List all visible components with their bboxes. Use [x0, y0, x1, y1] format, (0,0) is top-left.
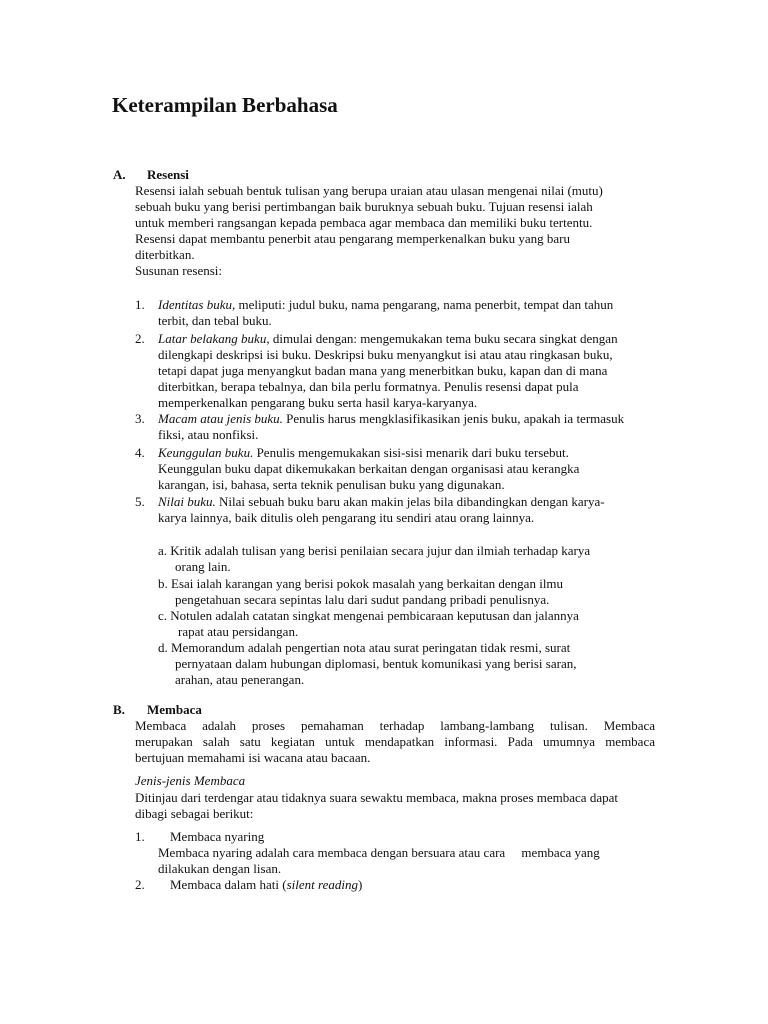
title-italic: silent reading — [286, 877, 358, 892]
text-line: bertujuan memahami isi wacana atau bacaan. — [135, 750, 371, 765]
subheading — [135, 773, 245, 789]
title-text: Membaca dalam hati ( — [170, 877, 287, 892]
text-line: rapat atau persidangan. — [178, 624, 299, 639]
list-number: 2. — [135, 331, 145, 346]
text-line: Keunggulan buku dapat dikemukakan berkaitan dengan organisasi atau kerangka — [158, 461, 580, 476]
list-number: 1. — [135, 297, 145, 312]
title-end: ) — [357, 877, 363, 892]
item-text: Nilai sebuah buku baru akan makin jelas bila dibandingkan dengan karya- — [215, 494, 605, 509]
text-line: diterbitkan, berapa tebalnya, dan bila perlu formatnya. Penulis resensi dapat pula — [158, 379, 579, 394]
item-term: Identitas buku, — [158, 297, 236, 312]
list-number: 2. — [135, 877, 145, 892]
section-a-heading: Resensi — [147, 167, 189, 182]
sub-item-first-line: a. Kritik adalah tulisan yang berisi penilaian secara jujur dan ilmiah terhadap karya — [158, 543, 591, 558]
list-item — [158, 297, 658, 329]
text-line: karangan, isi, bahasa, serta teknik penulisan buku yang digunakan. — [158, 477, 505, 492]
item-text: Penulis mengemukakan sisi-sisi menarik dari buku tersebut. — [253, 445, 569, 460]
item-text: Penulis harus mengklasifikasikan jenis buku, apakah ia termasuk — [282, 411, 625, 426]
list-item — [158, 445, 658, 493]
list-item-title: Membaca nyaring — [170, 829, 265, 844]
list-item-desc — [158, 845, 658, 877]
text-line: orang lain. — [175, 559, 231, 574]
text-line: untuk memberi rangsangan kepada pembaca agar membaca dan memiliki buku tertentu. — [135, 215, 593, 230]
subheading-text: Jenis-jenis Membaca — [135, 773, 246, 788]
section-a-intro — [135, 183, 655, 279]
text-line: diterbitkan. — [135, 247, 195, 262]
item-text: dimulai dengan: mengemukakan tema buku secara singkat dengan — [269, 331, 618, 346]
list-number: 3. — [135, 411, 145, 426]
text-line: pengetahuan secara sepintas lalu dari sudut pandang pribadi penulisnya. — [175, 592, 550, 607]
sub-item-first-line: c. Notulen adalah catatan singkat mengenai pembicaraan keputusan dan jalannya — [158, 608, 579, 623]
sub-item — [158, 608, 658, 640]
text-line: karya lainnya, baik ditulis oleh pengarang itu sendiri atau orang lainnya. — [158, 510, 535, 525]
text-line: Susunan resensi: — [135, 263, 223, 278]
list-item — [158, 494, 658, 526]
text-line: merupakan salah satu kegiatan untuk mendapatkan informasi. Pada umumnya membaca — [135, 734, 655, 749]
text-line: Ditinjau dari terdengar atau tidaknya suara sewaktu membaca, makna proses membaca dapat — [135, 790, 618, 805]
sub-item — [158, 543, 658, 575]
list-number: 4. — [135, 445, 145, 460]
page-title: Keterampilan Berbahasa — [112, 93, 338, 117]
sub-item-first-line: b. Esai ialah karangan yang berisi pokok masalah yang berkaitan dengan ilmu — [158, 576, 564, 591]
item-term: Keunggulan buku. — [158, 445, 254, 460]
item-term: Macam atau jenis buku. — [158, 411, 283, 426]
section-a-marker: A. — [113, 167, 126, 182]
list-item-title — [170, 877, 362, 893]
text-line: arahan, atau penerangan. — [175, 672, 305, 687]
text-line: memperkenalkan pengarang buku serta hasil karya-karyanya. — [158, 395, 478, 410]
list-item — [158, 331, 658, 411]
sub-item — [158, 640, 658, 688]
text-line: Membaca adalah proses pemahaman terhadap lambang-lambang tulisan. Membaca — [135, 718, 655, 733]
section-b-marker: B. — [113, 702, 125, 717]
list-number: 1. — [135, 829, 145, 844]
item-term: Latar belakang buku, — [158, 331, 270, 346]
text-line: Resensi ialah sebuah bentuk tulisan yang berupa uraian atau ulasan mengenai nilai (mutu) — [135, 183, 603, 198]
sub-item-first-line: d. Memorandum adalah pengertian nota atau surat peringatan tidak resmi, surat — [158, 640, 571, 655]
list-item — [158, 411, 658, 443]
text-line: fiksi, atau nonfiksi. — [158, 427, 259, 442]
section-b-paragraph — [135, 718, 655, 766]
item-term: Nilai buku. — [158, 494, 216, 509]
text-line: dilakukan dengan lisan. — [158, 861, 282, 876]
section-b-heading: Membaca — [147, 702, 202, 717]
sub-item — [158, 576, 658, 608]
text-line: Resensi dapat membantu penerbit atau pengarang memperkenalkan buku yang baru — [135, 231, 570, 246]
text-line: dilengkapi deskripsi isi buku. Deskripsi buku menyangkut isi atau atau ringkasan buku, — [158, 347, 613, 362]
list-number: 5. — [135, 494, 145, 509]
text-line: terbit, dan tebal buku. — [158, 313, 272, 328]
item-text: meliputi: judul buku, nama pengarang, nama penerbit, tempat dan tahun — [235, 297, 614, 312]
text-line: dibagi sebagai berikut: — [135, 806, 254, 821]
section-b-intro — [135, 790, 660, 822]
text-line: Membaca nyaring adalah cara membaca dengan bersuara atau cara membaca yang — [158, 845, 600, 860]
text-line: pernyataan dalam hubungan diplomasi, bentuk komunikasi yang berisi saran, — [175, 656, 577, 671]
text-line: sebuah buku yang berisi pertimbangan baik buruknya sebuah buku. Tujuan resensi ialah — [135, 199, 593, 214]
text-line: tetapi dapat juga menyangkut badan mana yang menerbitkan buku, kapan dan di mana — [158, 363, 608, 378]
